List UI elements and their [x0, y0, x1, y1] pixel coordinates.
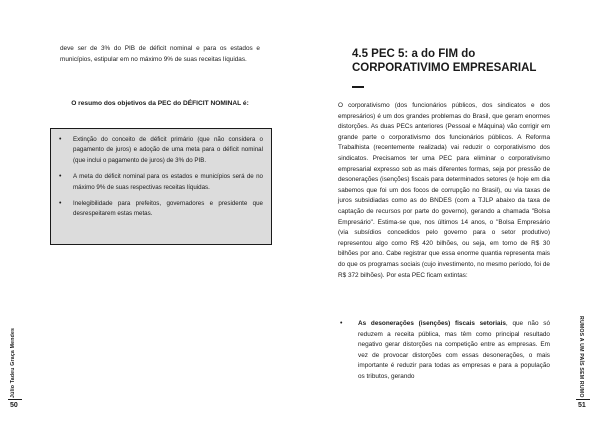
- summary-list: [59, 135, 263, 220]
- extinct-list-item: [338, 319, 550, 383]
- bullet-icon: •: [59, 173, 62, 181]
- section-title: 4.5 PEC 5: a do FIM do CORPORATIVIMO EMPRESARIAL: [352, 48, 537, 74]
- body-paragraph: O corporativismo (dos funcionários públicos, dos sindicatos e dos empresários) é um dos grandes problemas do Brasil, que geram enormes distorções. As duas PECs anteriores (Pessoal e Máquina) vão corrigir em grande parte o corporativismo dos funcionários públicos. A Reforma Trabalhista (recentemente realizada) vai reduzir o corporativismo dos sindicatos. Precisamos ter uma PEC para eliminar o corporativismo empresarial expresso sob as mais diferentes formas, seja por pressão de desonerações (isenções) fiscais para determinados setores (e hoje em dia sabemos que foi um dos focos de corrupção no Brasil), ou via taxas de juros subsidiadas como as do BNDES (com a TJLP abaixo da taxa de captação de recursos por parte do governo), gerando a chamada "Bolsa Empresário". Estima-se que, nos últimos 14 anos, o "Bolsa Empresário (via subsídios concedidos pelo governo para o setor produtivo) representou algo como R$ 420 bilhões, ou seja, em torno de R$ 30 bilhões por ano. Cabe registrar que essa enorme quantia representa mais do que os programas sociais (cujo investimento, no mesmo período, foi de R$ 372 bilhões). Por esta PEC ficam extintas:: [338, 102, 550, 279]
- extinct-item-paragraph: [338, 319, 550, 383]
- bullet-icon: •: [340, 320, 343, 327]
- page-number-rule: [8, 399, 22, 400]
- page-number-left: 50: [10, 402, 18, 409]
- intro-paragraph: deve ser de 3% do PIB de déficit nominal e para os estados e municípios, estipular em no máximo 9% de suas receitas líquidas.: [60, 45, 260, 63]
- bullet-icon: •: [59, 200, 62, 208]
- summary-list-item: [59, 199, 263, 220]
- page-number-right: 51: [578, 402, 586, 409]
- summary-item-text: Extinção do conceito de déficit primário (que não considera o pagamento de juros) e adoção de uma meta para o déficit nominal (que inclui o pagamento de juros) de 3% do PIB.: [73, 136, 263, 164]
- summary-list-item: [59, 135, 263, 166]
- summary-item-text: A meta do déficit nominal para os estados e municípios será de no máximo 9% de suas respectivas receitas líquidas.: [73, 173, 263, 191]
- bullet-icon: •: [59, 136, 62, 143]
- page-number-rule: [576, 399, 590, 400]
- extinct-item-lead: As desonerações (isenções) fiscais setoriais: [358, 320, 506, 327]
- summary-item-text: Inelegibilidade para prefeitos, governadores e presidente que desrespeitarem estas metas.: [73, 200, 263, 218]
- title-underline: [352, 86, 364, 88]
- summary-list-item: [59, 172, 263, 193]
- book-running-head: RUMOS A UM PAÍS SEM RUMO: [578, 316, 584, 398]
- author-running-head: Júlio Tadeu Graça Mendes: [10, 327, 16, 398]
- summary-box-title: O resumo dos objetivos da PEC do DÉFICIT NOMINAL é:: [71, 100, 249, 107]
- extinct-item-text: , que não só reduzem a receita pública, mas têm como principal resultado negativo gerar distorções na competição entre as empresas. Em vez de provocar distorções com essas desonerações, o mais importante é reduzir para todas as empresas e para a população os tributos, gerando: [358, 320, 550, 380]
- summary-box: [50, 128, 272, 245]
